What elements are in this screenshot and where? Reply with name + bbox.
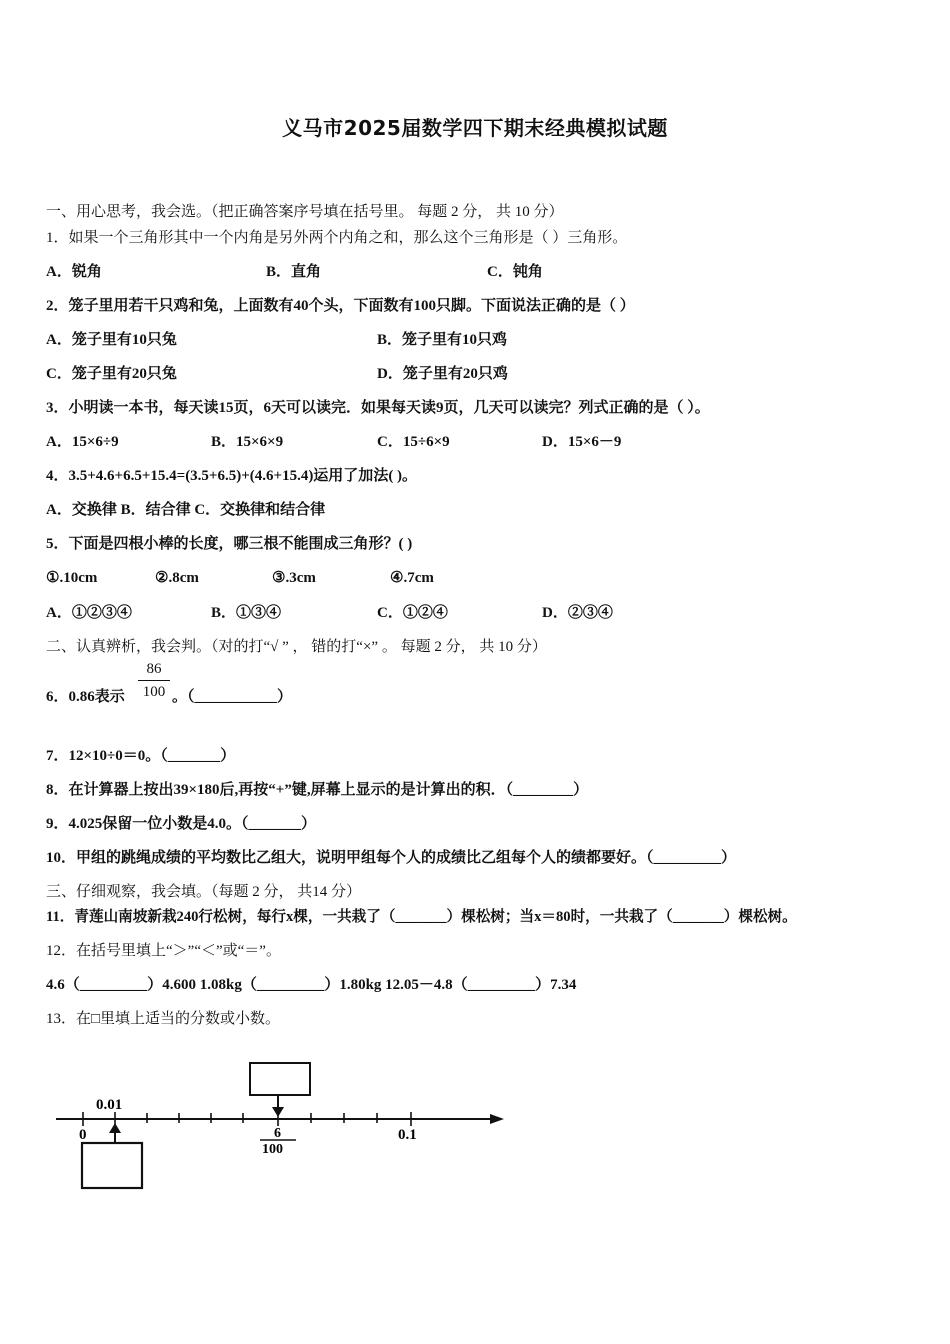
question-7: 7．12×10÷0＝0。（_______） — [46, 748, 236, 764]
question-2-stem: 2．笼子里用若干只鸡和兔，上面数有40个头，下面数有100只脚。下面说法正确的是（ ） — [46, 298, 635, 314]
question-3-stem: 3．小明读一本书，每天读15页，6天可以读完．如果每天读9页，几天可以读完？列式正确的是（ ）。 — [46, 400, 710, 416]
axis-arrowhead — [490, 1114, 504, 1124]
question-5-option-a: A．①②③④ — [46, 605, 132, 621]
label-0-01: 0.01 — [96, 1097, 123, 1113]
number-line-diagram — [50, 1055, 510, 1195]
question-1-option-a: A．锐角 — [46, 264, 102, 280]
question-6-prefix: 6．0.86表示 — [46, 689, 125, 705]
question-9: 9．4.025保留一位小数是4.0。（_______） — [46, 816, 317, 832]
stick-length-1: ①.10cm — [46, 570, 98, 586]
fraction-denominator: 100 — [142, 684, 166, 700]
stick-length-3: ③.3cm — [272, 570, 316, 586]
page-title: 义马市2025届数学四下期末经典模拟试题 — [282, 116, 668, 140]
question-3-option-b: B．15×6×9 — [211, 434, 284, 450]
question-3-option-a: A．15×6÷9 — [46, 434, 119, 450]
question-4-stem: 4．3.5+4.6+6.5+15.4=(3.5+6.5)+(4.6+15.4)运用了加法( )。 — [46, 468, 418, 484]
fraction-numerator: 86 — [146, 661, 162, 677]
label-100: 100 — [262, 1142, 283, 1157]
section-3-heading: 三、仔细观察，我会填。（每题 2 分， 共14 分） — [46, 884, 362, 900]
stick-length-4: ④.7cm — [390, 570, 434, 586]
fraction-86-over-100 — [138, 660, 170, 701]
question-5-stem: 5．下面是四根小棒的长度，哪三根不能围成三角形？( ) — [46, 536, 413, 552]
answer-box-bottom[interactable] — [82, 1143, 142, 1188]
question-4-options: A．交换律 B．结合律 C．交换律和结合律 — [46, 502, 326, 518]
fraction-bar — [138, 680, 170, 681]
question-1-stem: 1．如果一个三角形其中一个内角是另外两个内角之和，那么这个三角形是（ ）三角形。 — [46, 230, 628, 246]
question-11: 11．青莲山南坡新栽240行松树，每行x棵，一共栽了（_______）棵松树；当x＝80时，一共栽了（_______）棵松树。 — [46, 909, 797, 925]
arrow-up-head — [109, 1123, 121, 1133]
question-8: 8．在计算器上按出39×180后,再按“+”键,屏幕上显示的是计算出的积．（________） — [46, 782, 589, 798]
question-6-suffix: 。（___________） — [172, 689, 293, 705]
question-1-option-b: B．直角 — [266, 264, 322, 280]
question-5-option-b: B．①③④ — [211, 605, 282, 621]
question-5-option-d: D．②③④ — [542, 605, 613, 621]
stick-length-2: ②.8cm — [155, 570, 199, 586]
question-12-stem: 12．在括号里填上“＞”“＜”或“＝”。 — [46, 943, 281, 959]
question-2-option-c: C．笼子里有20只兔 — [46, 366, 177, 382]
answer-box-top[interactable] — [250, 1063, 310, 1095]
question-5-option-c: C．①②④ — [377, 605, 448, 621]
question-2-option-d: D．笼子里有20只鸡 — [377, 366, 508, 382]
label-0: 0 — [79, 1127, 87, 1143]
question-1-option-c: C．钝角 — [487, 264, 543, 280]
question-2-option-a: A．笼子里有10只兔 — [46, 332, 177, 348]
question-2-option-b: B．笼子里有10只鸡 — [377, 332, 508, 348]
label-0-1: 0.1 — [398, 1127, 417, 1143]
label-6: 6 — [274, 1126, 281, 1141]
question-12-items: 4.6（_________）4.600 1.08kg（_________）1.80kg 12.05－4.8（_________）7.34 — [46, 977, 577, 993]
question-10: 10．甲组的跳绳成绩的平均数比乙组大，说明甲组每个人的成绩比乙组每个人的绩都要好。（_________） — [46, 850, 737, 866]
question-13-stem: 13．在□里填上适当的分数或小数。 — [46, 1011, 281, 1027]
question-3-option-c: C．15÷6×9 — [377, 434, 450, 450]
section-1-heading: 一、用心思考，我会选。（把正确答案序号填在括号里。 每题 2 分， 共 10 分） — [46, 204, 564, 220]
section-2-heading: 二、认真辨析，我会判。（对的打“√ ” ， 错的打“×” 。 每题 2 分， 共 10 分） — [46, 639, 547, 655]
question-3-option-d: D．15×6－9 — [542, 434, 622, 450]
